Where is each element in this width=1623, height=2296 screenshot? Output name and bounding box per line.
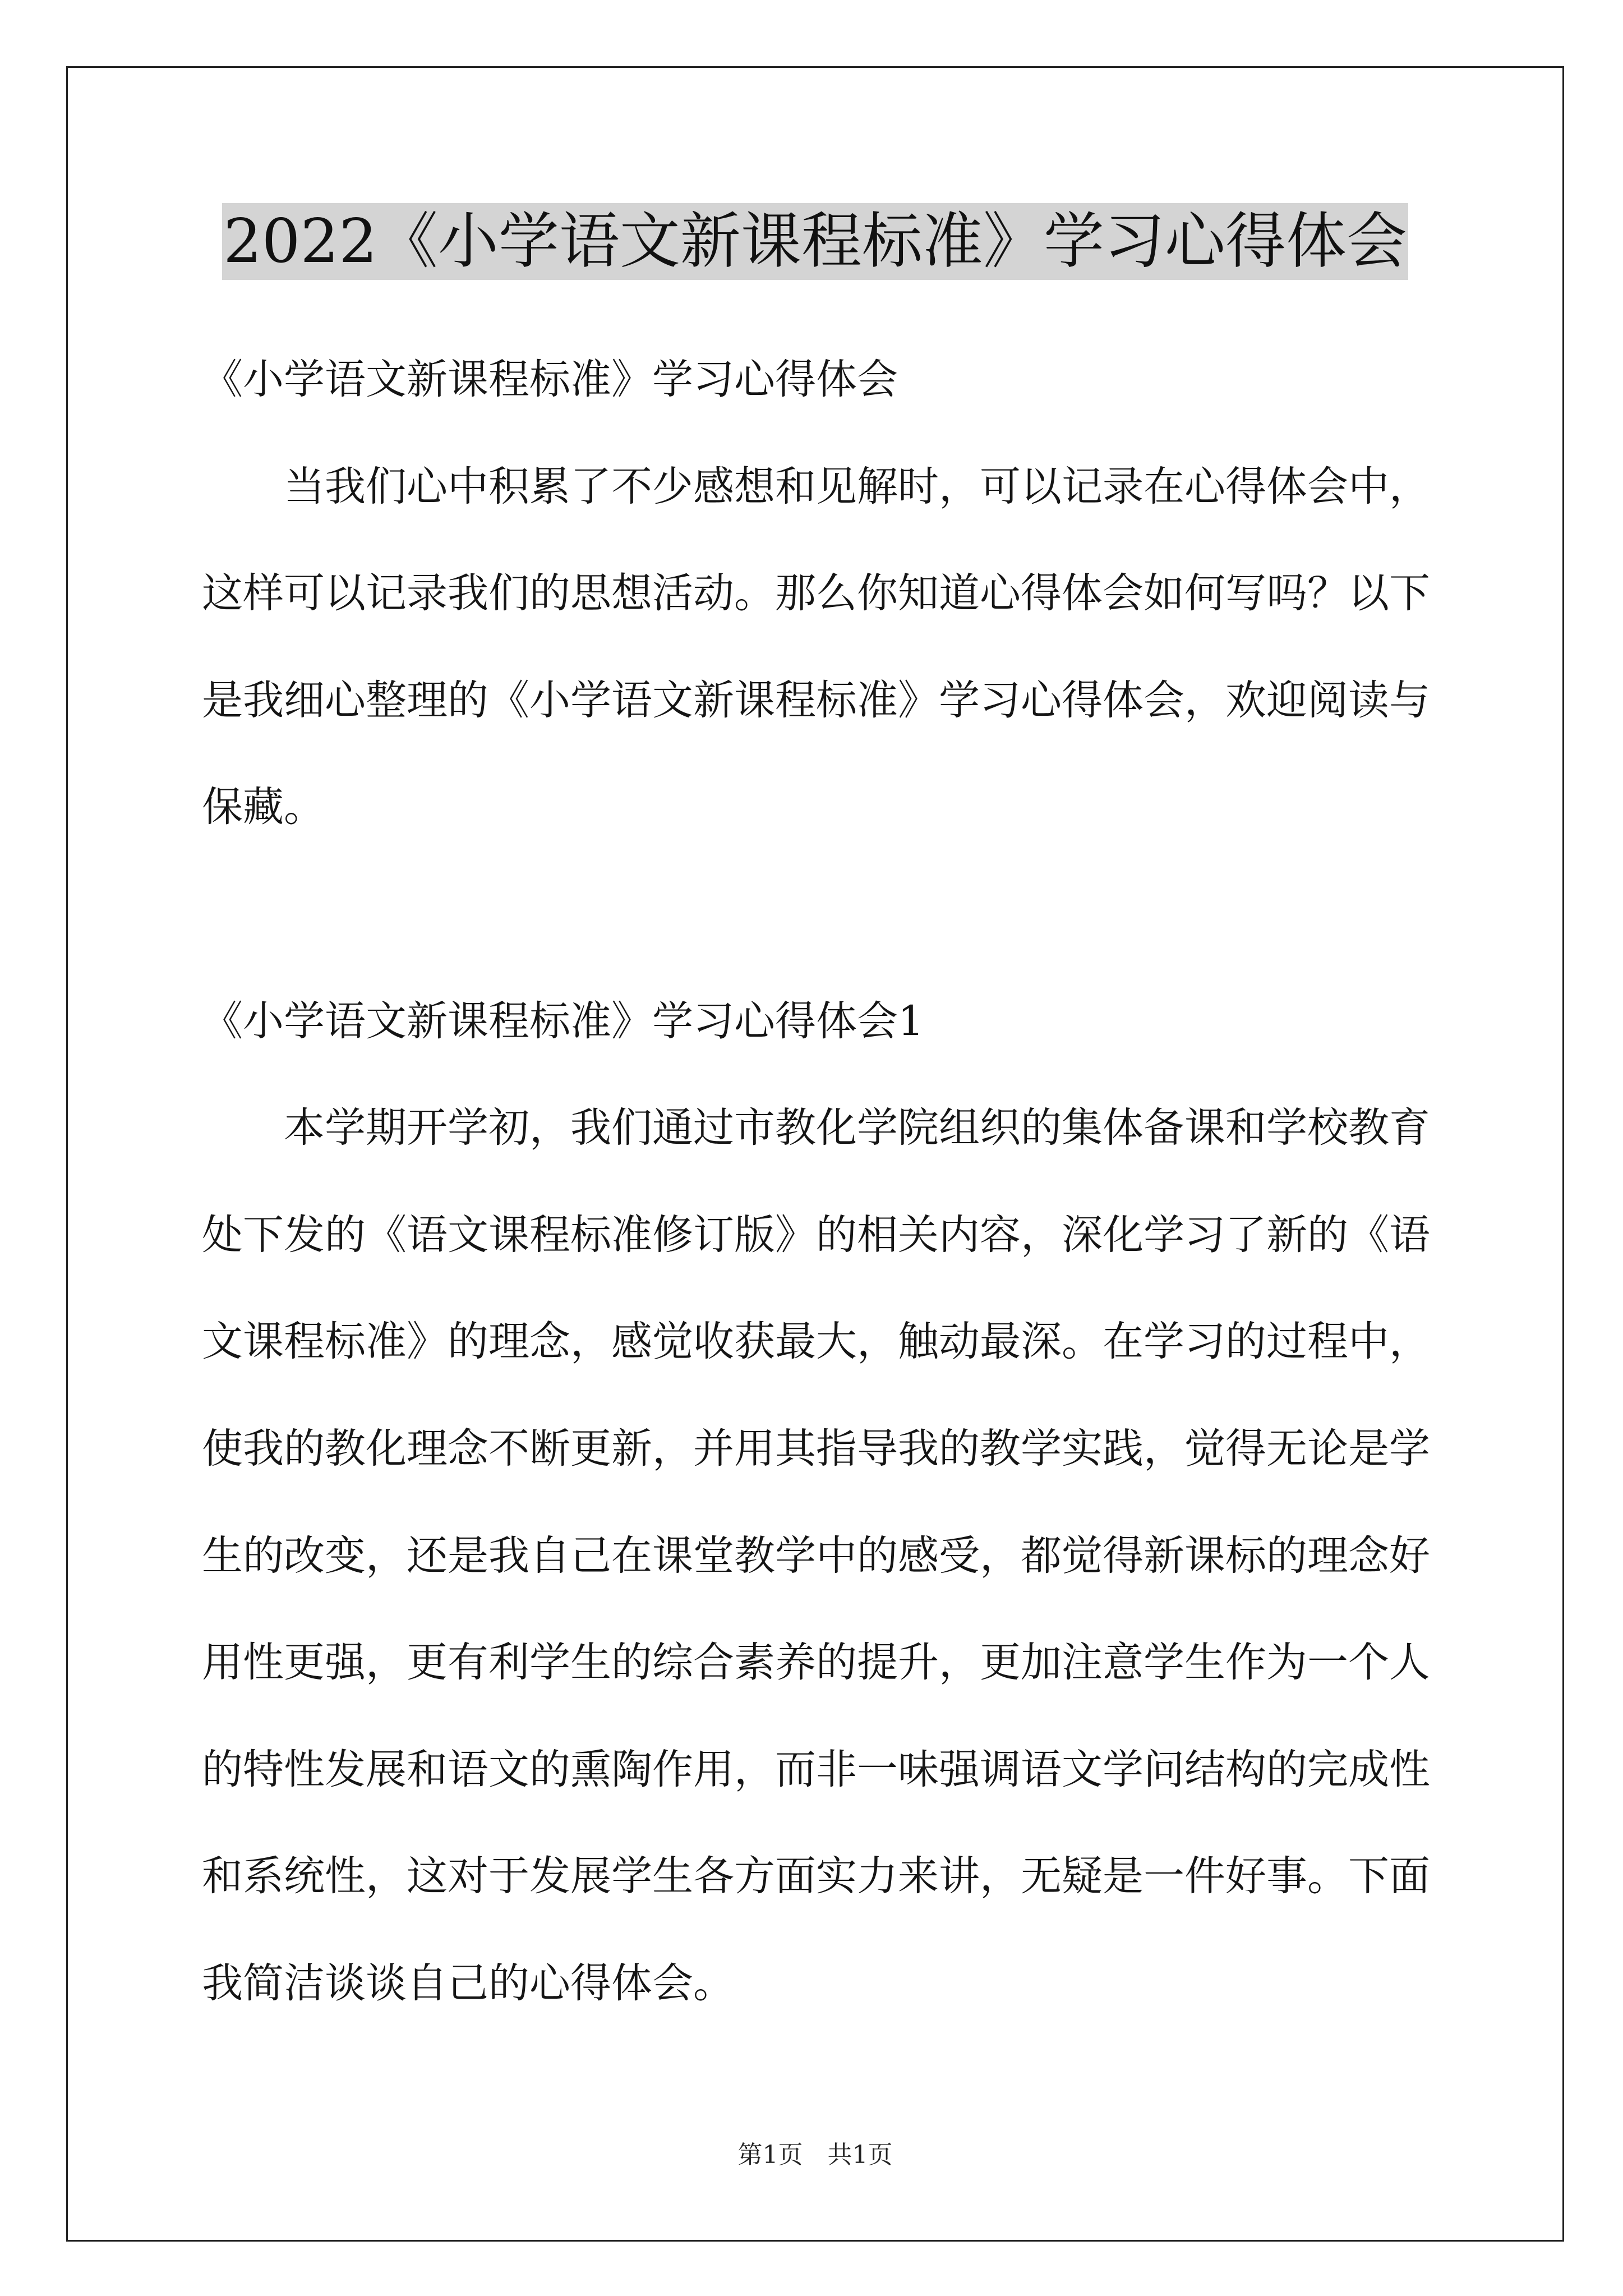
section-heading: 《小学语文新课程标准》学习心得体会1: [202, 997, 924, 1045]
document-body: [202, 326, 1442, 2037]
page-footer: [66, 2138, 1564, 2172]
section-heading: 《小学语文新课程标准》学习心得体会: [202, 356, 898, 403]
body-paragraph: 本学期开学初，我们通过市教化学院组织的集体备课和学校教育处下发的《语文课程标准修订版》的相关内容，深化学习了新的《语文课程标准》的理念，感觉收获最大，触动最深。在学习的过程中，使我的教化理念不断更新，并用其指导我的教学实践，觉得无论是学生的改变，还是我自己在课堂教学中的感受，都觉得新课标的理念好用性更强，更有利学生的综合素养的提升，更加注意学生作为一个人的特性发展和语文的熏陶作用，而非一味强调语文学问结构的完成性和系统性，这对于发展学生各方面实力来讲，无疑是一件好事。下面我简洁谈谈自己的心得体会。: [202, 1104, 1430, 2007]
document-title: 2022《小学语文新课程标准》学习心得体会: [222, 203, 1408, 280]
title-container: [66, 203, 1564, 280]
total-pages-label: 共1页: [827, 2141, 893, 2169]
intro-paragraph: 当我们心中积累了不少感想和见解时，可以记录在心得体会中，这样可以记录我们的思想活动。那么你知道心得体会如何写吗？以下是我细心整理的《小学语文新课程标准》学习心得体会，欢迎阅读与保藏。: [202, 462, 1430, 831]
current-page-label: 第1页: [737, 2141, 803, 2169]
